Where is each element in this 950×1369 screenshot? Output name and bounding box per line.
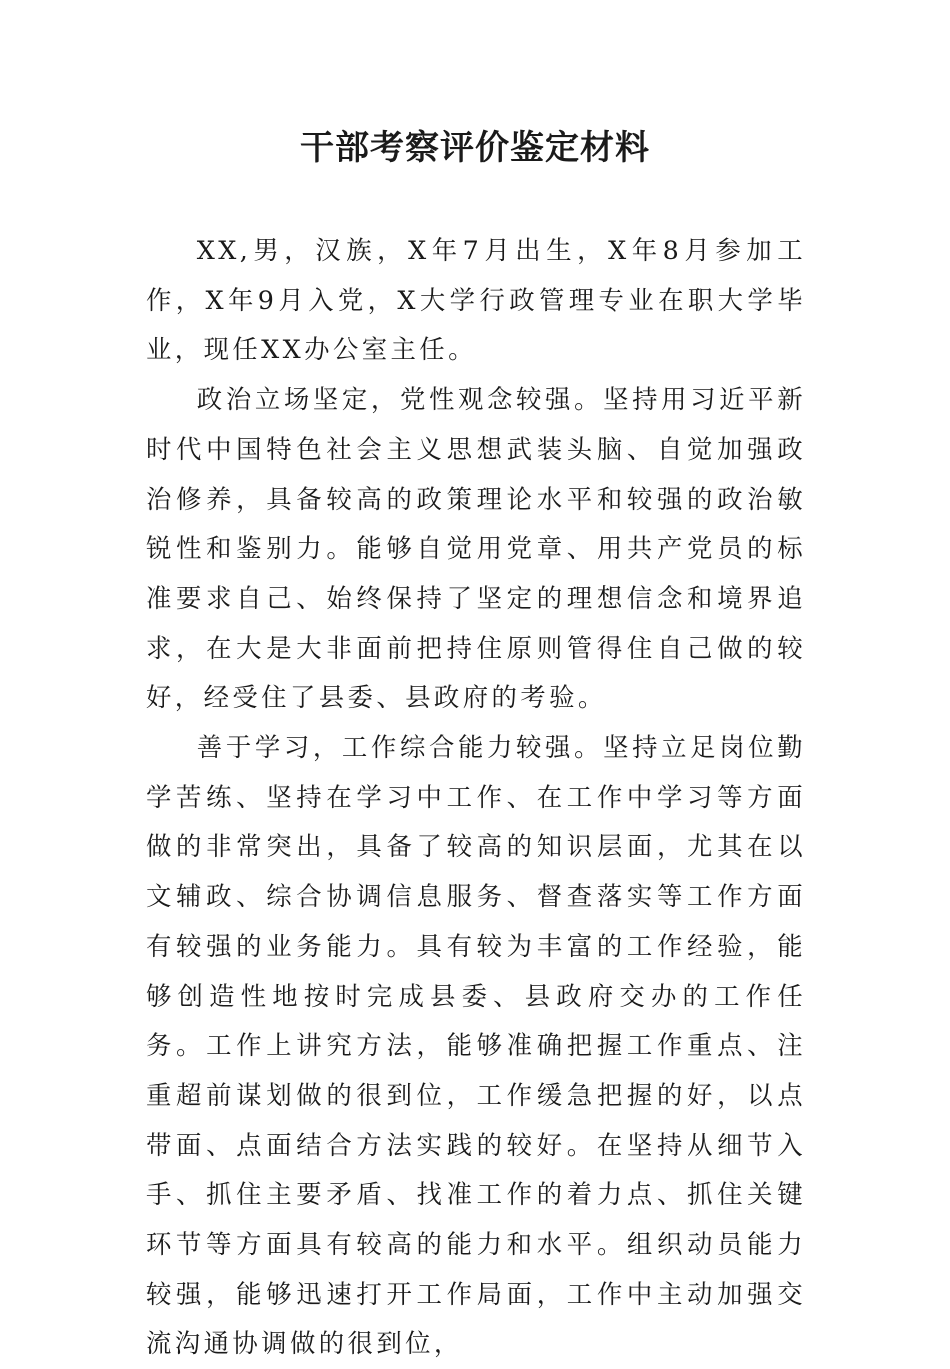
document-title: 干部考察评价鉴定材料: [300, 128, 650, 168]
paragraph-learning-ability: 善于学习，工作综合能力较强。坚持立足岗位勤学苦练、坚持在学习中工作、在工作中学习等方面做的非常突出，具备了较高的知识层面，尤其在以文辅政、综合协调信息服务、督查落实等工作方面有较强的业务能力。具有较为丰富的工作经验，能够创造性地按时完成县委、县政府交办的工作任务。工作上讲究方法，能够准确把握工作重点、注重超前谋划做的很到位，工作缓急把握的好，以点带面、点面结合方法实践的较好。在坚持从细节入手、抓住主要矛盾、找准工作的着力点、抓住关键环节等方面具有较高的能力和水平。组织动员能力较强，能够迅速打开工作局面，工作中主动加强交流沟通协调做的很到位，: [146, 732, 806, 1359]
paragraph-political-stance: 政治立场坚定，党性观念较强。坚持用习近平新时代中国特色社会主义思想武装头脑、自觉加强政治修养，具备较高的政策理论水平和较强的政治敏锐性和鉴别力。能够自觉用党章、用共产党员的标准要求自己、始终保持了坚定的理想信念和境界追求，在大是大非面前把持住原则管得住自己做的较好，经受住了县委、县政府的考验。: [146, 384, 806, 713]
document-body: [146, 226, 806, 1369]
paragraph-personal-info: XX,男，汉族，X年7月出生，X年8月参加工作，X年9月入党，X大学行政管理专业在职大学毕业，现任XX办公室主任。: [146, 235, 806, 365]
